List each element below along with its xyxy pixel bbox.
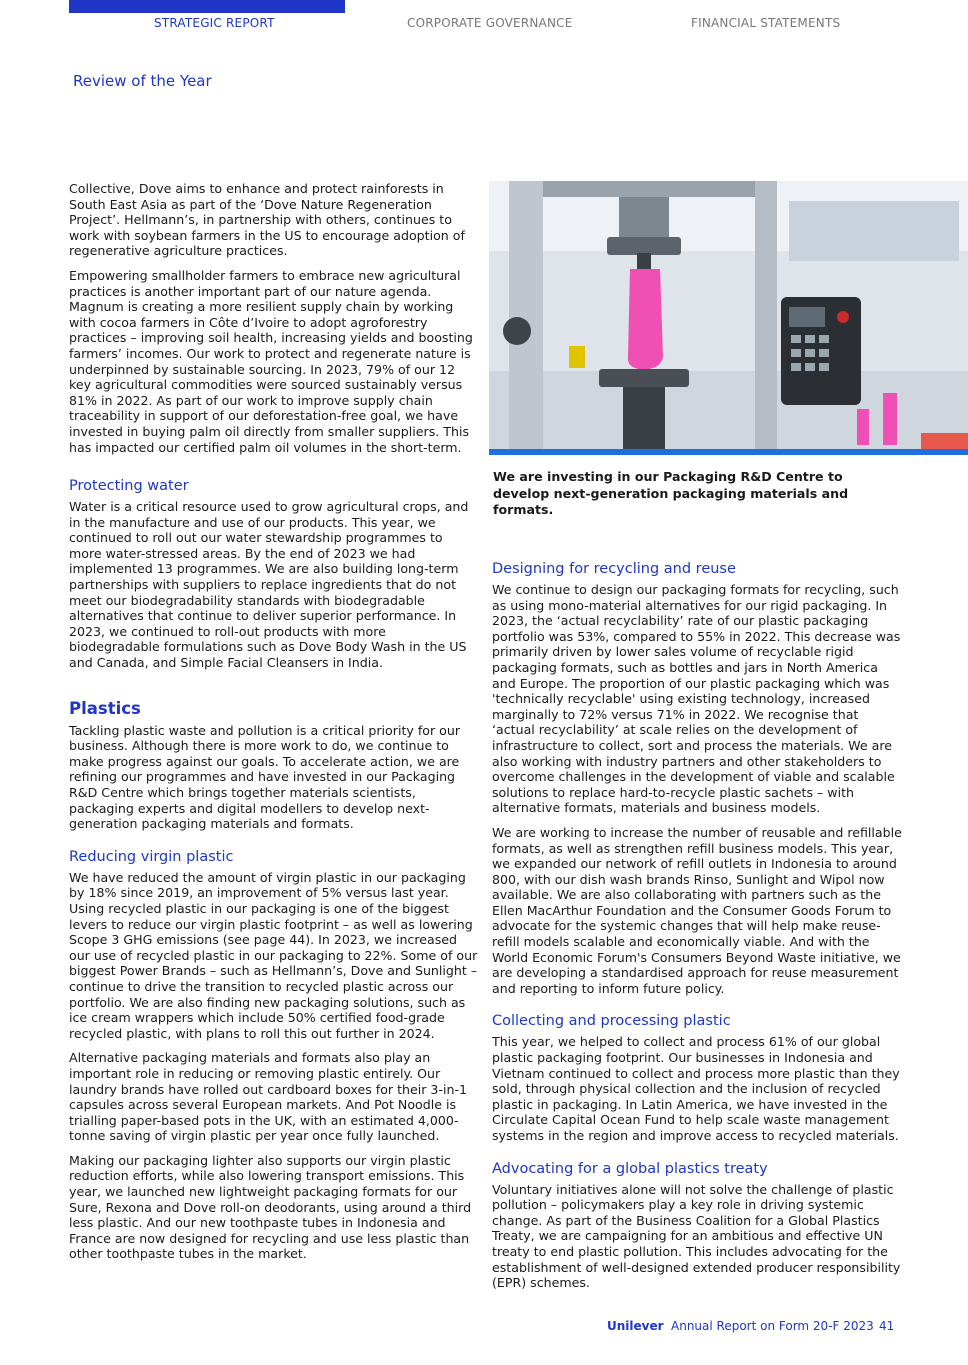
heading-collecting-processing: Collecting and processing plastic: [492, 1013, 731, 1030]
page-number: 41: [879, 1319, 895, 1333]
active-tab-indicator: [69, 0, 345, 13]
left-column: [69, 181, 479, 1271]
page-title: Review of the Year: [73, 72, 212, 90]
paragraph: Tackling plastic waste and pollution is a critical priority for our business. Although there is more work to do, we continue to make progress against our goals. To accelerate action, we are refining our programmes and have invested in our Packaging R&D Centre which brings together materials scientists, packaging experts and digital modellers to develop next-generation packaging materials and formats.: [69, 722, 461, 832]
paragraph: We have reduced the amount of virgin plastic in our packaging by 18% since 2019, an improvement of 5% versus last year. Using recycled plastic in our packaging is one of the biggest levers to reduce our virgin plastic footprint – as well as lowering Scope 3 GHG emissions (see page 44). In 2023, we increased our use of recycled plastic in our packaging to 22%. Some of our biggest Power Brands – such as Hellmann’s, Dove and Sunlight – continue to drive the transition to recycled plastic across our portfolio. We are also finding new packaging solutions, such as ice cream wrappers which include 50% certified food-grade recycled plastic, with plans to roll this out further in 2024.: [69, 869, 478, 1041]
footer-report-title: Annual Report on Form 20-F 2023: [671, 1319, 874, 1333]
paragraph: Voluntary initiatives alone will not solve the challenge of plastic pollution – policymakers play a key role in driving systemic change. As part of the Business Coalition for a Global Plastics Treaty, we are campaigning for an ambitious and effective UN treaty to end plastic pollution. This includes advocating for the establishment of well-designed extended producer responsibility (EPR) schemes.: [492, 1181, 901, 1291]
footer-brand: Unilever: [607, 1319, 664, 1333]
tab-corporate-governance[interactable]: CORPORATE GOVERNANCE: [407, 16, 573, 30]
paragraph: Collective, Dove aims to enhance and protect rainforests in South East Asia as part of the ‘Dove Nature Regeneration Project’. Hellmann’s, in partnership with others, continues to work with soybean farmers in the US to encourage adoption of regenerative agriculture practices.: [69, 181, 465, 259]
lab-photo: [489, 181, 968, 455]
paragraph: We continue to design our packaging formats for recycling, such as using mono-material alternatives for our rigid packaging. In 2023, the ‘actual recyclability’ rate of our plastic packaging portfolio was 53%, compared to 55% in 2022. This decrease was primarily driven by lower sales volume of recyclable rigid packaging formats, such as bottles and jars in North America and Europe. The proportion of our plastic packaging which was 'technically recyclable' using existing technology, increased marginally to 72% versus 71% in 2022. We recognise that ‘actual recyclability’ at scale relies on the development of infrastructure to collect, sort and process the materials. We are also working with industry partners and other stakeholders to overcome challenges in the development of viable and scalable solutions to replace hard-to-recycle plastic sachets – with alternative formats, materials and business models.: [492, 582, 901, 816]
paragraph: Empowering smallholder farmers to embrace new agricultural practices is another important part of our nature agenda. Magnum is creating a more resilient supply chain by working with cocoa farmers in Côte d’Ivoire to adopt agroforestry practices – improving soil health, increasing yields and boosting farmers’ incomes. Our work to protect and regenerate nature is underpinned by sustainable sourcing. In 2023, 79% of our 12 key agricultural commodities were sourced sustainably versus 81% in 2022. As part of our work to improve supply chain traceability in support of our deforestation-free goal, we have invested in buying palm oil directly from smaller suppliers. This has impacted our certified palm oil volumes in the short-term.: [69, 267, 473, 455]
heading-designing-for-recycling: Designing for recycling and reuse: [492, 561, 736, 577]
paragraph: We are working to increase the number of reusable and refillable formats, as well as strengthen refill business models. This year, we expanded our network of refill outlets in Indonesia to around 800, with our dish wash brands Rinso, Sunlight and Wipol now available. We are also collaborating with partners such as the Ellen MacArthur Foundation and the Consumer Goods Forum to advocate for the systemic changes that will help make reuse-refill models scalable and economically viable. And with the World Economic Forum's Consumers Beyond Waste initiative, we are developing a standardised approach for reuse measurement and reporting to inform future policy.: [492, 824, 902, 996]
heading-plastics: Plastics: [69, 698, 141, 718]
photo-caption: We are investing in our Packaging R&D Centre to develop next-generation packaging materials and formats.: [493, 469, 849, 517]
paragraph: Alternative packaging materials and formats also play an important role in reducing or removing plastic entirely. Our laundry brands have rolled out cardboard boxes for their 3-in-1 capsules across several European markets. And Pot Noodle is trialling paper-based pots in the UK, with an estimated 4,000-tonne saving of virgin plastic per year once fully launched.: [69, 1050, 468, 1144]
tab-strategic-report[interactable]: STRATEGIC REPORT: [154, 16, 275, 30]
paragraph: Water is a critical resource used to grow agricultural crops, and in the manufacture and use of our products. This year, we continued to roll out our water stewardship programmes to more water-stressed areas. By the end of 2023 we had implemented 13 programmes. We are also building long-term partnerships with suppliers to replace ingredients that do not meet our biodegradability standards with biodegradable alternatives that continue to deliver superior performance. In 2023, we continued to roll-out products with more biodegradable formulations such as Dove Body Wash in the US and Canada, and Simple Facial Cleansers in India.: [69, 499, 469, 671]
heading-reducing-virgin-plastic: Reducing virgin plastic: [69, 848, 234, 865]
paragraph: This year, we helped to collect and process 61% of our global plastic packaging footprint. Our businesses in Indonesia and Vietnam continued to collect and process more plastic than they sold, through physical collection and the inclusion of recycled plastic in packaging. In Latin America, we have invested in the Circulate Capital Ocean Fund to help scale waste management systems in the region and improve access to recycled materials.: [492, 1034, 900, 1143]
right-column: [492, 560, 904, 1300]
tab-financial-statements[interactable]: FINANCIAL STATEMENTS: [691, 16, 841, 30]
heading-advocating-treaty: Advocating for a global plastics treaty: [492, 1160, 768, 1177]
paragraph: Making our packaging lighter also supports our virgin plastic reduction efforts, while also lowering transport emissions. This year, we launched new lightweight packaging formats for our Sure, Rexona and Dove roll-on deodorants, using around a third less plastic. And our new toothpaste tubes in Indonesia and France are now designed for recycling and use less plastic than other toothpaste tubes in the market.: [69, 1152, 472, 1262]
heading-protecting-water: Protecting water: [69, 478, 189, 495]
